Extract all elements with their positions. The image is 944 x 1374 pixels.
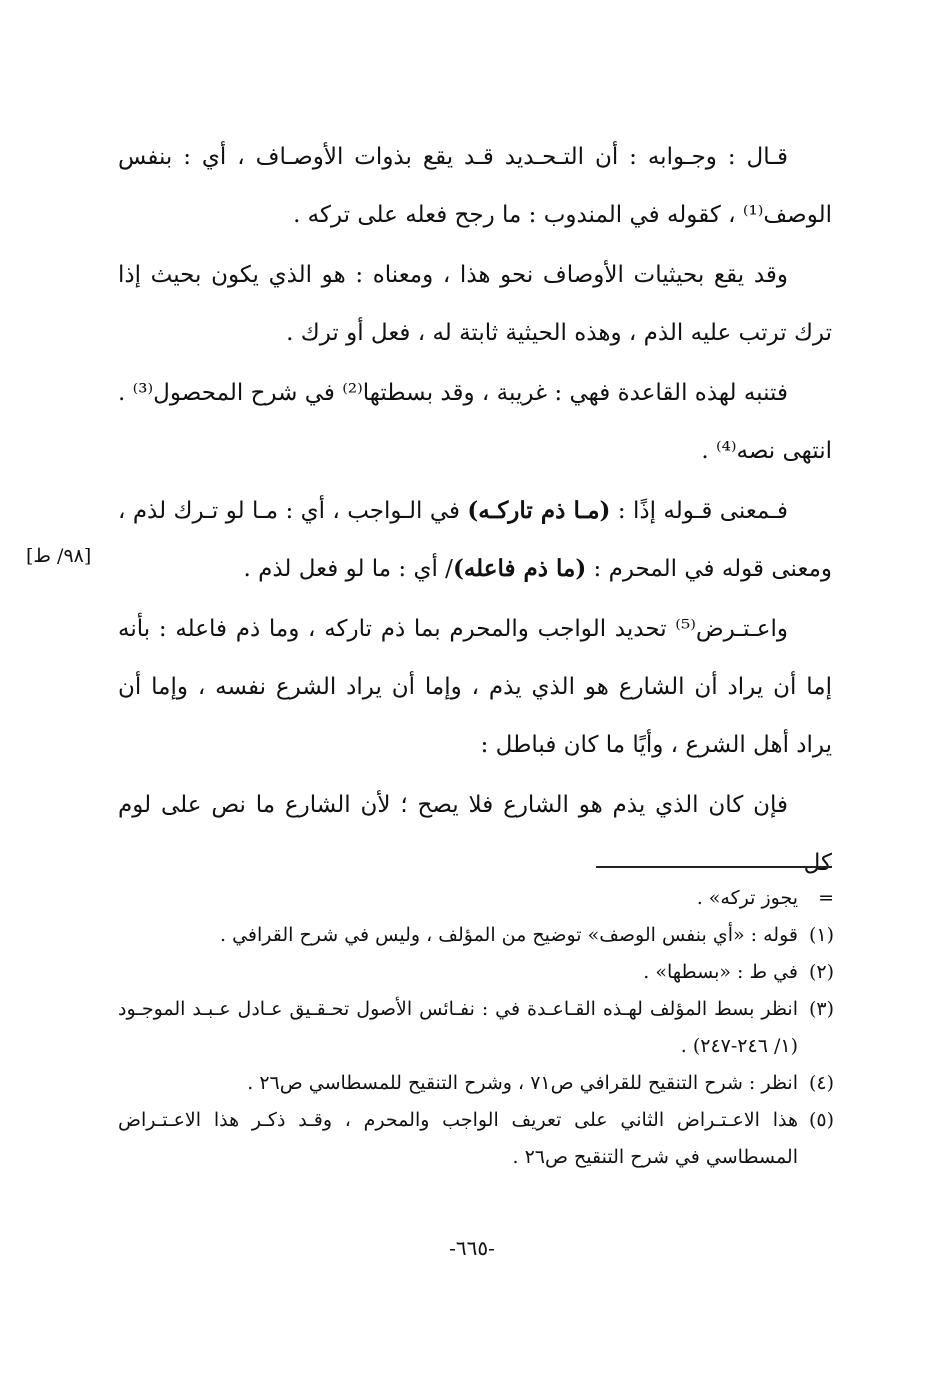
paragraph-rule-note: فتنبه لهذه القاعدة فهي : غريبة ، وقد بسطتها⁽²⁾ في شرح المحصول⁽³⁾ . انتهى نصه⁽⁴⁾ . xyxy=(118,380,832,464)
footnote-continuation xyxy=(118,880,834,917)
footnote-text: في ط : «بسطها» . xyxy=(643,961,798,983)
footnote-number: (٥) xyxy=(808,1109,834,1131)
footnote-number: (٣) xyxy=(808,998,834,1020)
footnote-1 xyxy=(118,917,834,954)
page-number: -٦٦٥- xyxy=(449,1236,495,1260)
meaning-text-2: في الـواجب ، أي : مـا لو تـرك لذم ، ومعنى قوله في المحرم : xyxy=(118,498,832,582)
footnote-2 xyxy=(118,954,834,991)
footnote-text: هذا الاعـتـراض الثاني على تعريف الواجب والمحرم ، وقـد ذكـر هذا الاعـتـراض المسطاسي في شرح التنقيح ص٢٦ . xyxy=(118,1109,798,1168)
paragraph-attributes: وقد يقع بحيثيات الأوصاف نحو هذا ، ومعناه : هو الذي يكون بحيث إذا ترك ترتب عليه الذم ، وهذه الحيثية ثابتة له ، فعل أو ترك . xyxy=(118,262,832,346)
footnote-divider xyxy=(596,866,832,868)
paragraph-meaning xyxy=(118,482,832,598)
footnote-3 xyxy=(118,991,834,1065)
meaning-bold-1: (مـا ذم تاركـه) xyxy=(467,497,611,524)
margin-note: [٩٨/ ط] xyxy=(26,545,92,567)
footnote-4 xyxy=(118,1065,834,1102)
footnote-text: يجوز تركه» . xyxy=(696,887,798,909)
footnote-number: (١) xyxy=(808,924,834,946)
footnote-text: قوله : «أي بنفس الوصف» توضيح من المؤلف ، وليس في شرح القرافي . xyxy=(220,924,798,946)
footnotes xyxy=(118,880,834,1176)
paragraph-answer: قـال : وجـوابه : أن التـحـديد قـد يقع بذوات الأوصـاف ، أي : بنفس الوصف⁽¹⁾ ، كقوله في المندوب : ما رجح فعله على تركه . xyxy=(118,144,832,228)
footnote-number: (٢) xyxy=(808,961,834,983)
meaning-text-3: / أي : ما لو فعل لذم . xyxy=(243,556,453,582)
paragraph-objection: واعـتـرض⁽⁵⁾ تحديد الواجب والمحرم بما ذم تاركه ، وما ذم فاعله : بأنه إما أن يراد أن الشارع هو الذي يذم ، وإما أن يراد الشرع نفسه ، وإما أن يراد أهل الشرع ، وأيًا ما كان فباطل : xyxy=(118,616,832,758)
footnote-number: = xyxy=(818,887,834,909)
footnote-text: انظر : شرح التنقيح للقرافي ص٧١ ، وشرح التنقيح للمسطاسي ص٢٦ . xyxy=(247,1072,798,1094)
paragraph-condition: فإن كان الذي يذم هو الشارع فلا يصح ؛ لأن الشارع ما نص على لوم كل xyxy=(118,792,832,876)
footnote-number: (٤) xyxy=(808,1072,834,1094)
footnote-text: انظر بسط المؤلف لهـذه القـاعـدة في : نفـائس الأصول تحـقـيق عـادل عـبـد الموجـود (١/ ٢٤٦-٢٤٧) . xyxy=(118,998,798,1057)
main-text xyxy=(118,128,832,892)
footnote-5 xyxy=(118,1102,834,1176)
meaning-text-1: فـمعنى قـوله إذًا : xyxy=(610,498,788,524)
meaning-bold-2: (ما ذم فاعله) xyxy=(452,555,587,582)
